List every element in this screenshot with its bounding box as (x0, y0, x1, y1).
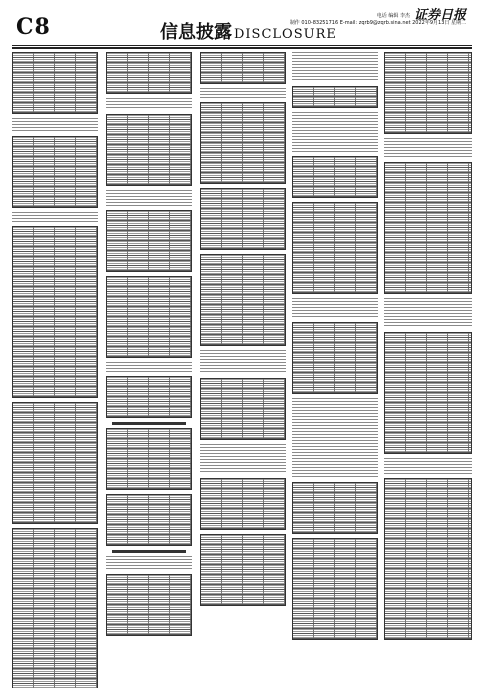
text-block (12, 212, 98, 222)
financial-table (12, 402, 98, 524)
text-block (384, 298, 472, 328)
text-block (106, 190, 192, 206)
text-block (292, 52, 378, 82)
newspaper-logo: 证券日报 (413, 8, 466, 23)
text-block (384, 458, 472, 474)
disclosure-table (106, 376, 192, 418)
section-heading (112, 550, 186, 553)
column-1 (12, 52, 98, 688)
disclosure-table (292, 86, 378, 108)
article-area (12, 52, 472, 688)
text-block (12, 118, 98, 132)
disclosure-table (200, 478, 286, 530)
section-heading (112, 422, 186, 425)
column-4 (292, 52, 378, 688)
financial-table (12, 528, 98, 688)
text-block (292, 112, 378, 152)
disclosure-table (106, 114, 192, 186)
text-block (292, 398, 378, 478)
column-2 (106, 52, 192, 688)
masthead (289, 8, 466, 27)
masthead-line2: 制作 010-83251716 E-mail: zqrb9@zqrb.sina.net 2022年9月13日 星期二 (289, 20, 466, 26)
disclosure-table (200, 102, 286, 184)
text-block (292, 298, 378, 318)
column-3 (200, 52, 286, 688)
text-block (106, 98, 192, 110)
header-rule (12, 45, 472, 46)
disclosure-table (12, 52, 98, 114)
masthead-line1: 电话 编辑 李杰 (376, 13, 410, 19)
disclosure-table (384, 332, 472, 454)
disclosure-table (106, 574, 192, 636)
disclosure-table (106, 428, 192, 490)
disclosure-table (12, 136, 98, 208)
text-block (200, 350, 286, 374)
disclosure-table (384, 478, 472, 640)
header-rule-thick (12, 47, 472, 49)
text-block (384, 138, 472, 158)
disclosure-table (292, 202, 378, 294)
text-block (200, 444, 286, 474)
disclosure-table (106, 52, 192, 94)
disclosure-table (292, 538, 378, 640)
text-block (200, 88, 286, 98)
text-block (106, 556, 192, 570)
disclosure-table (106, 276, 192, 358)
page-header (0, 0, 484, 46)
disclosure-table (384, 52, 472, 134)
disclosure-table (200, 378, 286, 440)
financial-table (12, 226, 98, 398)
disclosure-table (292, 322, 378, 394)
disclosure-table (384, 162, 472, 294)
text-block (106, 362, 192, 372)
disclosure-table (106, 210, 192, 272)
disclosure-table (292, 156, 378, 198)
column-5 (384, 52, 472, 688)
disclosure-table (292, 482, 378, 534)
disclosure-table (200, 52, 286, 84)
section-title-cn: 信息披露 (160, 22, 232, 43)
page-number: C8 (16, 14, 51, 40)
disclosure-table (200, 188, 286, 250)
disclosure-table (200, 254, 286, 346)
disclosure-table (106, 494, 192, 546)
disclosure-table (200, 534, 286, 606)
section-title-en: DISCLOSURE (234, 27, 337, 42)
